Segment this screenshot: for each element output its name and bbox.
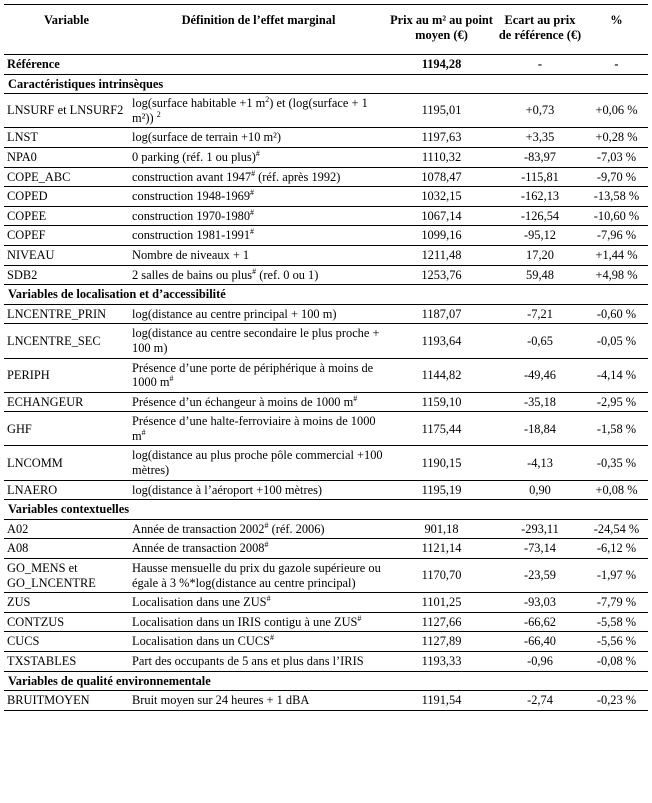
- variable-cell: NPA0: [4, 147, 129, 167]
- pct-cell: -0,23 %: [585, 691, 648, 711]
- table-row: [4, 358, 648, 392]
- variable-cell: COPED: [4, 187, 129, 207]
- reference-row: [4, 55, 648, 75]
- variable-cell: COPE_ABC: [4, 167, 129, 187]
- table-row: [4, 691, 648, 711]
- variable-cell: COPEF: [4, 226, 129, 246]
- price-cell: 1078,47: [388, 167, 495, 187]
- table-row: [4, 226, 648, 246]
- reference-gap: -: [495, 55, 585, 75]
- table-row: [4, 187, 648, 207]
- table-row: [4, 559, 648, 593]
- variable-cell: GO_MENS et GO_LNCENTRE: [4, 559, 129, 593]
- section-title: Variables de qualité environnementale: [4, 671, 648, 691]
- variable-cell: LNST: [4, 128, 129, 148]
- price-cell: 1110,32: [388, 147, 495, 167]
- section-title: Variables de localisation et d’accessibilité: [4, 285, 648, 305]
- price-cell: 1127,66: [388, 612, 495, 632]
- reference-label: Référence: [4, 55, 129, 75]
- gap-cell: 59,48: [495, 265, 585, 285]
- price-cell: 901,18: [388, 519, 495, 539]
- variable-cell: GHF: [4, 412, 129, 446]
- header-definition: Définition de l’effet marginal: [129, 5, 388, 55]
- definition-cell: log(distance au centre secondaire le plus proche + 100 m): [129, 324, 388, 358]
- price-cell: 1144,82: [388, 358, 495, 392]
- table-row: [4, 128, 648, 148]
- price-cell: 1195,01: [388, 94, 495, 128]
- price-cell: 1099,16: [388, 226, 495, 246]
- gap-cell: -4,13: [495, 446, 585, 480]
- gap-cell: 0,90: [495, 480, 585, 500]
- variable-cell: LNAERO: [4, 480, 129, 500]
- reference-pct: -: [585, 55, 648, 75]
- gap-cell: -162,13: [495, 187, 585, 207]
- table-row: [4, 147, 648, 167]
- section-title: Variables contextuelles: [4, 500, 648, 520]
- definition-cell: Part des occupants de 5 ans et plus dans l’IRIS: [129, 652, 388, 672]
- gap-cell: -18,84: [495, 412, 585, 446]
- reference-price: 1194,28: [388, 55, 495, 75]
- table-row: [4, 392, 648, 412]
- variable-cell: ZUS: [4, 593, 129, 613]
- variable-cell: LNCOMM: [4, 446, 129, 480]
- price-cell: 1187,07: [388, 304, 495, 324]
- price-cell: 1032,15: [388, 187, 495, 207]
- variable-cell: LNCENTRE_PRIN: [4, 304, 129, 324]
- gap-cell: -115,81: [495, 167, 585, 187]
- table-row: [4, 206, 648, 226]
- pct-cell: -7,96 %: [585, 226, 648, 246]
- pct-cell: -7,03 %: [585, 147, 648, 167]
- table-row: [4, 167, 648, 187]
- section-header-row: [4, 500, 648, 520]
- price-cell: 1193,33: [388, 652, 495, 672]
- table-row: [4, 480, 648, 500]
- variable-cell: TXSTABLES: [4, 652, 129, 672]
- gap-cell: -83,97: [495, 147, 585, 167]
- pct-cell: -7,79 %: [585, 593, 648, 613]
- variable-cell: NIVEAU: [4, 245, 129, 265]
- gap-cell: -2,74: [495, 691, 585, 711]
- header-variable: Variable: [4, 5, 129, 55]
- variable-cell: BRUITMOYEN: [4, 691, 129, 711]
- gap-cell: -35,18: [495, 392, 585, 412]
- variable-cell: COPEE: [4, 206, 129, 226]
- pct-cell: -0,60 %: [585, 304, 648, 324]
- table-row: [4, 94, 648, 128]
- variable-cell: LNSURF et LNSURF2: [4, 94, 129, 128]
- header-price: Prix au m² au point moyen (€): [388, 5, 495, 55]
- gap-cell: 17,20: [495, 245, 585, 265]
- pct-cell: -10,60 %: [585, 206, 648, 226]
- gap-cell: -66,40: [495, 632, 585, 652]
- table-row: [4, 446, 648, 480]
- gap-cell: -95,12: [495, 226, 585, 246]
- definition-cell: Présence d’une porte de périphérique à moins de 1000 m#: [129, 358, 388, 392]
- variable-cell: A02: [4, 519, 129, 539]
- price-cell: 1067,14: [388, 206, 495, 226]
- pct-cell: +1,44 %: [585, 245, 648, 265]
- section-header-row: [4, 285, 648, 305]
- price-cell: 1197,63: [388, 128, 495, 148]
- definition-cell: Nombre de niveaux + 1: [129, 245, 388, 265]
- definition-cell: 2 salles de bains ou plus# (ref. 0 ou 1): [129, 265, 388, 285]
- price-cell: 1191,54: [388, 691, 495, 711]
- price-cell: 1170,70: [388, 559, 495, 593]
- definition-cell: log(distance à l’aéroport +100 mètres): [129, 480, 388, 500]
- price-cell: 1190,15: [388, 446, 495, 480]
- definition-cell: Bruit moyen sur 24 heures + 1 dBA: [129, 691, 388, 711]
- definition-cell: log(surface habitable +1 $m^2$) et (log(surface + 1 m²)) $^2$: [129, 94, 388, 128]
- price-cell: 1127,89: [388, 632, 495, 652]
- pct-cell: -9,70 %: [585, 167, 648, 187]
- pct-cell: -4,14 %: [585, 358, 648, 392]
- price-cell: 1101,25: [388, 593, 495, 613]
- gap-cell: -293,11: [495, 519, 585, 539]
- table-row: [4, 519, 648, 539]
- variable-cell: ECHANGEUR: [4, 392, 129, 412]
- definition-cell: log(distance au centre principal + 100 m): [129, 304, 388, 324]
- gap-cell: -49,46: [495, 358, 585, 392]
- pct-cell: +0,06 %: [585, 94, 648, 128]
- definition-cell: Localisation dans une ZUS#: [129, 593, 388, 613]
- gap-cell: -73,14: [495, 539, 585, 559]
- pct-cell: -2,95 %: [585, 392, 648, 412]
- definition-cell: Présence d’un échangeur à moins de 1000 m#: [129, 392, 388, 412]
- definition-cell: Année de transaction 2008#: [129, 539, 388, 559]
- table-row: [4, 245, 648, 265]
- section-title: Caractéristiques intrinsèques: [4, 74, 648, 94]
- pct-cell: +0,28 %: [585, 128, 648, 148]
- price-cell: 1195,19: [388, 480, 495, 500]
- variable-cell: CONTZUS: [4, 612, 129, 632]
- price-cell: 1175,44: [388, 412, 495, 446]
- definition-cell: log(distance au plus proche pôle commercial +100 mètres): [129, 446, 388, 480]
- table-row: [4, 632, 648, 652]
- gap-cell: -66,62: [495, 612, 585, 632]
- reference-definition: [129, 55, 388, 75]
- gap-cell: -7,21: [495, 304, 585, 324]
- pct-cell: -5,58 %: [585, 612, 648, 632]
- pct-cell: -5,56 %: [585, 632, 648, 652]
- table-row: [4, 593, 648, 613]
- price-cell: 1211,48: [388, 245, 495, 265]
- pct-cell: -0,08 %: [585, 652, 648, 672]
- table-row: [4, 265, 648, 285]
- price-cell: 1121,14: [388, 539, 495, 559]
- gap-cell: -0,96: [495, 652, 585, 672]
- marginal-effects-table: [4, 4, 648, 711]
- pct-cell: -1,58 %: [585, 412, 648, 446]
- pct-cell: +4,98 %: [585, 265, 648, 285]
- pct-cell: -13,58 %: [585, 187, 648, 207]
- definition-cell: Hausse mensuelle du prix du gazole supérieure ou égale à 3 %*log(distance au centre principal): [129, 559, 388, 593]
- gap-cell: +3,35: [495, 128, 585, 148]
- gap-cell: -93,03: [495, 593, 585, 613]
- pct-cell: -24,54 %: [585, 519, 648, 539]
- pct-cell: -0,35 %: [585, 446, 648, 480]
- price-cell: 1159,10: [388, 392, 495, 412]
- price-cell: 1253,76: [388, 265, 495, 285]
- pct-cell: +0,08 %: [585, 480, 648, 500]
- definition-cell: Présence d’une halte-ferroviaire à moins de 1000 m#: [129, 412, 388, 446]
- table-body: [4, 55, 648, 711]
- table-row: [4, 324, 648, 358]
- section-header-row: [4, 671, 648, 691]
- section-header-row: [4, 74, 648, 94]
- header-pct: %: [585, 5, 648, 55]
- gap-cell: -126,54: [495, 206, 585, 226]
- definition-cell: 0 parking (réf. 1 ou plus)#: [129, 147, 388, 167]
- definition-cell: construction avant 1947# (réf. après 1992): [129, 167, 388, 187]
- price-cell: 1193,64: [388, 324, 495, 358]
- variable-cell: PERIPH: [4, 358, 129, 392]
- gap-cell: -23,59: [495, 559, 585, 593]
- table-row: [4, 304, 648, 324]
- definition-cell: Année de transaction 2002# (réf. 2006): [129, 519, 388, 539]
- variable-cell: A08: [4, 539, 129, 559]
- gap-cell: +0,73: [495, 94, 585, 128]
- definition-cell: Localisation dans un IRIS contigu à une ZUS#: [129, 612, 388, 632]
- definition-cell: Localisation dans un CUCS#: [129, 632, 388, 652]
- pct-cell: -1,97 %: [585, 559, 648, 593]
- variable-cell: LNCENTRE_SEC: [4, 324, 129, 358]
- definition-cell: construction 1970-1980#: [129, 206, 388, 226]
- table-row: [4, 539, 648, 559]
- table-row: [4, 412, 648, 446]
- gap-cell: -0,65: [495, 324, 585, 358]
- header-gap: Ecart au prix de référence (€): [495, 5, 585, 55]
- table-row: [4, 612, 648, 632]
- table-row: [4, 652, 648, 672]
- definition-cell: log(surface de terrain +10 m²): [129, 128, 388, 148]
- variable-cell: CUCS: [4, 632, 129, 652]
- pct-cell: -6,12 %: [585, 539, 648, 559]
- definition-cell: construction 1948-1969#: [129, 187, 388, 207]
- variable-cell: SDB2: [4, 265, 129, 285]
- definition-cell: construction 1981-1991#: [129, 226, 388, 246]
- header-row: [4, 5, 648, 55]
- pct-cell: -0,05 %: [585, 324, 648, 358]
